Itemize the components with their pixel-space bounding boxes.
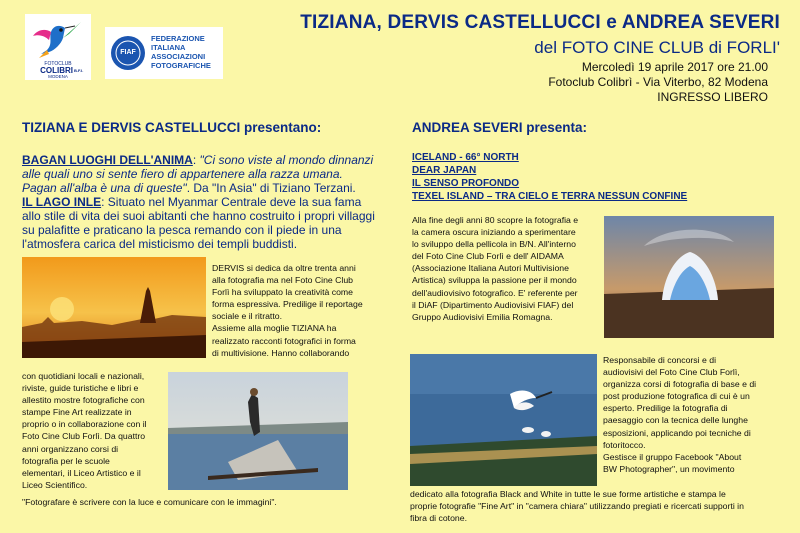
left-bio2-line: fotografia per le scuole (22, 455, 110, 466)
right-bio-block (412, 214, 600, 323)
colibri-logo-suffix: B.F.I. (74, 68, 84, 73)
works-list (412, 151, 687, 203)
bagan-quote: "Ci sono viste al mondo dinnanzi alle quali uno si sente fiero di appartenere alla razza umana. Pagan all'alba è una di queste" (22, 153, 374, 195)
left-bio2-line: stampe Fine Art realizzate in (22, 407, 132, 418)
left-bio-line: alla fotografia ma nel Foto Cine Club (212, 275, 354, 286)
right-bio-line: del Foto Cine Club Forlì e dell' AIDAMA (412, 251, 564, 262)
left-quote: "Fotografare è scrivere con la luce e comunicare con le immagini". (22, 497, 277, 507)
work-title: IL SENSO PROFONDO (412, 178, 520, 189)
fiaf-line2: ITALIANA (151, 43, 186, 52)
right-bio2-line: paesaggio con la tecnica delle lunghe (603, 415, 748, 426)
right-section-title: ANDREA SEVERI presenta: (412, 120, 588, 135)
spoonbill-photo (410, 354, 597, 486)
fiaf-line3: ASSOCIAZIONI (151, 52, 206, 61)
right-bio2-line: audiovisivi del Foto Cine Club Forlì, (603, 367, 740, 378)
right-bio-line: il DiAF (Dipartimento Audiovisivi FIAF) del (412, 299, 574, 310)
left-bio2-line: proprio o in collaborazione con il (22, 419, 147, 430)
right-bio2-line: BW Photographer", un movimento (603, 463, 735, 474)
event-date: Mercoledì 19 aprile 2017 ore 21.00 (581, 60, 768, 74)
bagan-paragraph: BAGAN LUOGHI DELL'ANIMA: "Ci sono viste al mondo dinnanzi alle quali uno si sente fiero di appartenere alla razza umana. Pagan all'alba è una di queste". Da "In Asia" di Tiziano Terzani. (22, 153, 374, 195)
fiaf-line1: FEDERAZIONE (151, 34, 205, 43)
left-bio-line: Forlì ha sviluppato la creatività come (212, 287, 353, 298)
fiaf-badge-text: FIAF (120, 49, 136, 56)
event-title: TIZIANA, DERVIS CASTELLUCCI e ANDREA SEVERI (300, 12, 780, 33)
left-bio-block (212, 262, 388, 359)
right-bio3-line: fibra di cotone. (410, 513, 467, 524)
right-bio2-line: Gestisce il gruppo Facebook "About (603, 451, 742, 462)
colibri-logo-name: COLIBRI (40, 66, 73, 75)
right-bio-line: Artistica) sviluppa la passione per il mondo (412, 275, 577, 286)
right-bio2-line: Responsabile di concorsi e di (603, 355, 717, 365)
left-bio2-line: Liceo Scientifico. (22, 479, 88, 490)
event-venue: Fotoclub Colibrì - Via Viterbo, 82 Modena (548, 75, 768, 89)
left-bio2-line: con quotidiani locali e nazionali, (22, 371, 145, 381)
right-bio2-line: organizza corsi di fotografia di base e di (603, 379, 757, 390)
fiaf-line4: FOTOGRAFICHE (151, 61, 211, 70)
left-bio2-line: riviste, guide turistiche e libri e (22, 383, 139, 394)
right-bio-line: Alla fine degli anni 80 scopre la fotografia e (412, 215, 579, 225)
event-entry: INGRESSO LIBERO (657, 90, 768, 104)
left-bio2-line: elementari, il Liceo Artistico e il (22, 467, 141, 478)
right-bio-line: dell'audiovisivo fotografico. E' referente per (412, 287, 578, 298)
bagan-heading: BAGAN LUOGHI DELL'ANIMA (22, 153, 193, 167)
inle-heading: IL LAGO INLE (22, 195, 102, 209)
right-bio2-block (603, 354, 793, 475)
left-bio2-line: allestito mostre fotografiche con (22, 395, 145, 406)
right-bio2-line: post produzione fotografica di cui è un (603, 391, 750, 402)
left-bio-line: realizzato racconti fotografici in forma (212, 335, 356, 346)
right-bio-line: (Associazione Italiana Autori Multivisione (412, 263, 569, 274)
work-title: TEXEL ISLAND – TRA CIELO E TERRA NESSUN CONFINE (412, 191, 688, 202)
work-title: ICELAND - 66° NORTH (412, 152, 519, 163)
left-bio-line: sociale e il ritratto. (212, 311, 283, 322)
bagan-source: . Da "In Asia" di Tiziano Terzani. (186, 181, 356, 195)
right-bio3-line: proprie fotografie "Fine Art" in "camera chiara" utilizzando pregiati e ricercati supporti in (410, 501, 744, 512)
right-bio3-line: dedicato alla fotografia Black and White in tutte le sue forme artistiche e stampa le (410, 489, 726, 499)
colibri-logo-line1: FOTOCLUB (44, 61, 72, 67)
inle-paragraph (22, 195, 380, 251)
fotoclub-colibri-logo (25, 14, 91, 80)
left-bio2-line: anni organizzano corsi di (22, 443, 119, 454)
left-bio-line: DERVIS si dedica da oltre trenta anni (212, 263, 356, 273)
right-bio2-line: esposizioni, applicando poi tecniche di (603, 427, 751, 438)
left-section-title: TIZIANA E DERVIS CASTELLUCCI presentano: (22, 120, 322, 135)
left-bio-line: di multivisione. Hanno collaborando (212, 347, 350, 358)
right-bio2-line: fotoritocco. (603, 439, 646, 450)
right-bio3-block (410, 488, 795, 524)
right-bio-line: lo sviluppo della pellicola in B/N. All'interno (412, 239, 576, 250)
left-bio-line: forma espressiva. Predilige il reportage (212, 299, 363, 310)
inle-lake-photo (168, 372, 348, 490)
left-bio2-line: Foto Cine Club Forlì. Da quattro (22, 431, 146, 442)
colibri-logo-line3: MODENA (48, 74, 68, 79)
left-bio2-block (22, 370, 168, 491)
right-bio2-line: esperto. Predilige la fotografia di (603, 403, 728, 414)
inle-text: : Situato nel Myanmar Centrale deve la sua fama allo stile di vita dei suoi abitanti che hanno costruito i propri villaggi su palafitte e praticano la pesca remando con il piede in una l'atmosfera carica del misticismo dei templi buddisti. (22, 195, 375, 251)
work-title: DEAR JAPAN (412, 165, 477, 176)
right-bio-line: la camera oscura iniziando a sperimentare (412, 227, 576, 238)
event-subtitle: del FOTO CINE CLUB di FORLI' (534, 38, 780, 57)
fiaf-logo (105, 27, 223, 79)
right-bio-line: Gruppo Audiovisivi Emilia Romagna. (412, 311, 553, 322)
geyser-photo (604, 216, 774, 338)
bagan-photo (22, 257, 206, 358)
left-bio-line: Assieme alla moglie TIZIANA ha (212, 323, 337, 334)
